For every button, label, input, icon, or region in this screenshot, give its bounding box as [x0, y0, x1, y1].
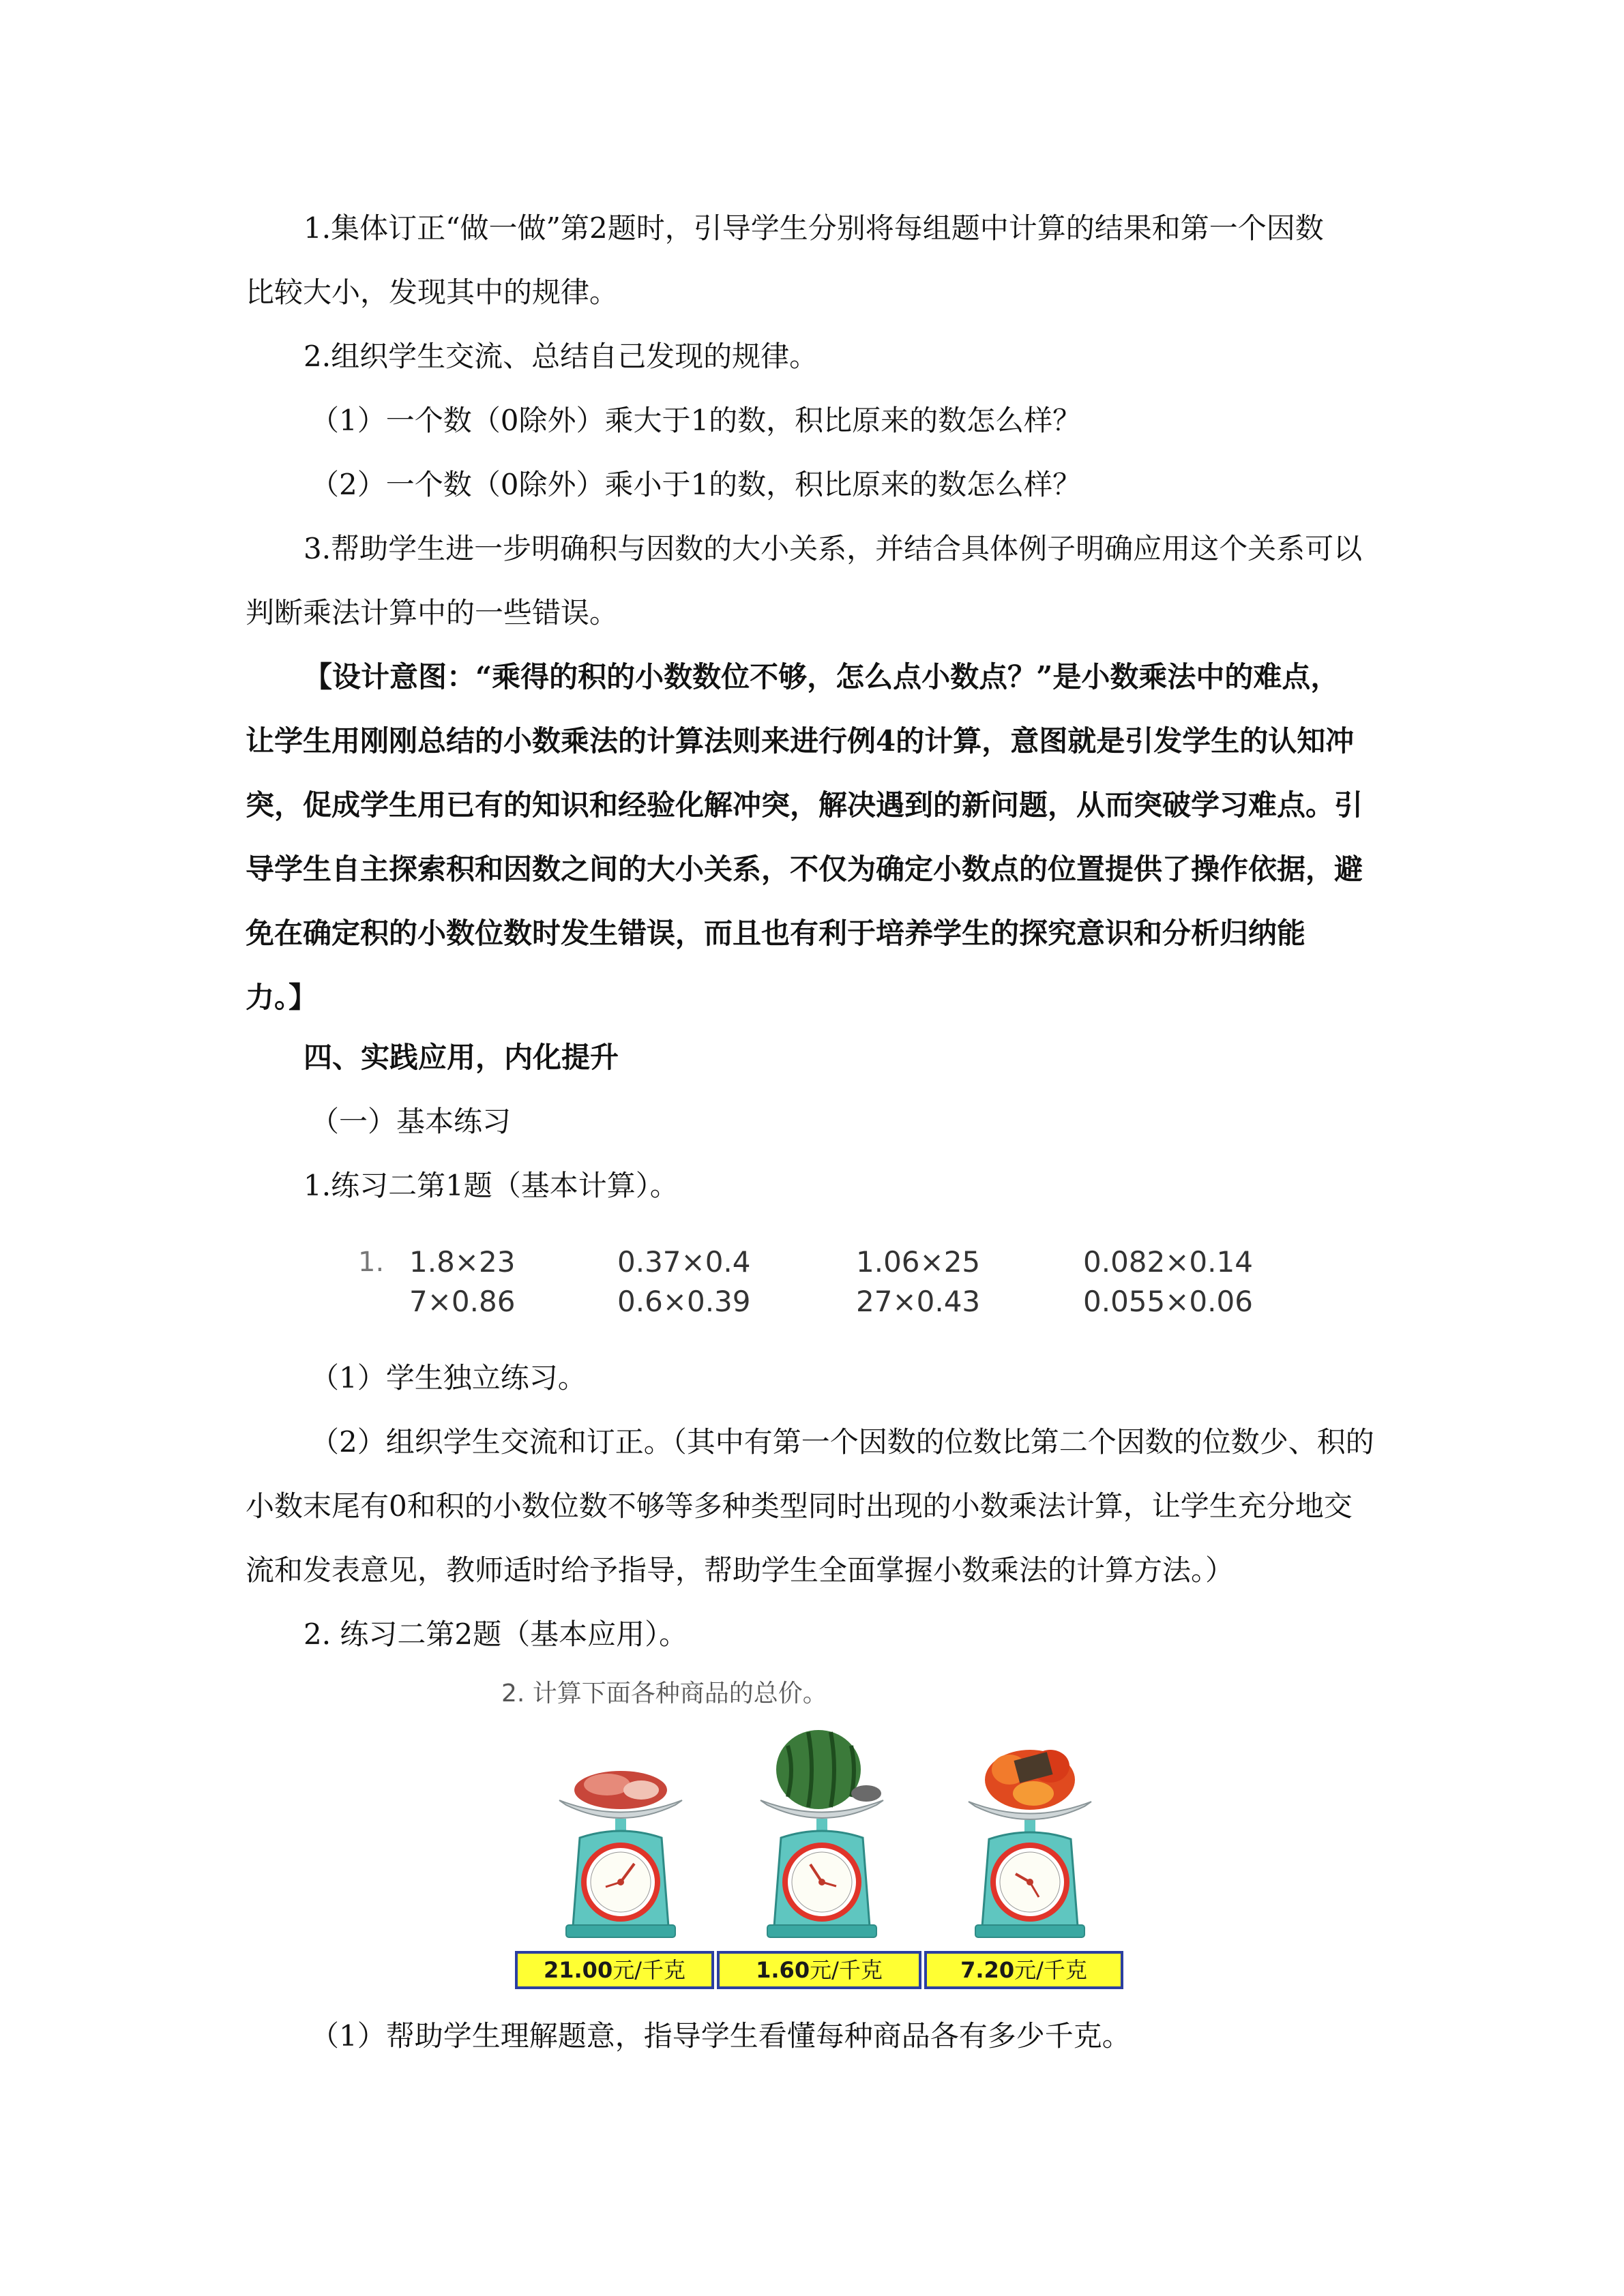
- exercise-2-title: 2. 练习二第2题（基本应用）。: [304, 1617, 688, 1651]
- exercise-cell: 7×0.86: [409, 1285, 516, 1318]
- exercise-number: 1.: [358, 1247, 385, 1278]
- price-label-watermelon: [717, 1951, 921, 1989]
- section-heading: 四、实践应用，内化提升: [304, 1041, 619, 1074]
- design-intent-line-6: 力。】: [246, 981, 318, 1014]
- price-value: 21.00: [543, 1957, 613, 1983]
- exercise-2-step-1: （1）帮助学生理解题意，指导学生看懂每种商品各有多少千克。: [310, 2019, 1131, 2053]
- scale-crab-image: [958, 1725, 1102, 1947]
- exercise-1-step-2-line-3: 流和发表意见，教师适时给予指导，帮助学生全面掌握小数乘法的计算方法。）: [246, 1553, 1235, 1587]
- figure-title: 2. 计算下面各种商品的总价。: [501, 1680, 827, 1708]
- exercise-cell: 1.06×25: [856, 1245, 981, 1279]
- exercise-cell: 1.8×23: [409, 1245, 516, 1279]
- paragraph-1-line-1: 1.集体订正“做一做”第2题时，引导学生分别将每组题中计算的结果和第一个因数: [304, 211, 1324, 245]
- exercise-cell: 27×0.43: [856, 1285, 981, 1318]
- subsection-basic-practice: （一）基本练习: [310, 1105, 512, 1138]
- price-unit: 元/千克: [1014, 1957, 1087, 1983]
- design-intent-line-5: 免在确定积的小数位数时发生错误，而且也有利于培养学生的探究意识和分析归纳能: [246, 916, 1306, 950]
- question-1: （1）一个数（0除外）乘大于1的数，积比原来的数怎么样？: [310, 404, 1082, 437]
- exercise-1-step-1: （1）学生独立练习。: [310, 1361, 587, 1395]
- exercise-cell: 0.055×0.06: [1083, 1285, 1253, 1318]
- design-intent-line-3: 突，促成学生用已有的知识和经验化解冲突，解决遇到的新问题，从而突破学习难点。引: [246, 788, 1363, 822]
- price-unit: 元/千克: [612, 1957, 685, 1983]
- scale-watermelon-image: [750, 1718, 894, 1947]
- paragraph-3-line-2: 判断乘法计算中的一些错误。: [246, 596, 619, 629]
- exercise-cell: 0.6×0.39: [617, 1285, 751, 1318]
- exercise-cell: 0.37×0.4: [617, 1245, 751, 1279]
- price-label-crab: [924, 1951, 1123, 1989]
- price-label-meat: [515, 1951, 714, 1989]
- exercise-1-step-2-line-2: 小数末尾有0和积的小数位数不够等多种类型同时出现的小数乘法计算，让学生充分地交: [246, 1489, 1353, 1523]
- design-intent-line-1: 【设计意图：“乘得的积的小数数位不够，怎么点小数点？”是小数乘法中的难点，: [304, 660, 1340, 694]
- design-intent-line-4: 导学生自主探索积和因数之间的大小关系，不仅为确定小数点的位置提供了操作依据，避: [246, 852, 1363, 886]
- exercise-cell: 0.082×0.14: [1083, 1245, 1253, 1279]
- exercise-1-step-2-line-1: （2）组织学生交流和订正。（其中有第一个因数的位数比第二个因数的位数少、积的: [310, 1425, 1374, 1459]
- paragraph-3-line-1: 3.帮助学生进一步明确积与因数的大小关系，并结合具体例子明确应用这个关系可以: [304, 532, 1363, 565]
- paragraph-1-line-2: 比较大小，发现其中的规律。: [246, 275, 619, 309]
- scale-meat-image: [552, 1742, 689, 1947]
- exercise-1-title: 1.练习二第1题（基本计算）。: [304, 1169, 679, 1202]
- price-unit: 元/千克: [810, 1957, 883, 1983]
- paragraph-2: 2.组织学生交流、总结自己发现的规律。: [304, 340, 818, 373]
- price-value: 7.20: [960, 1957, 1015, 1983]
- price-value: 1.60: [756, 1957, 810, 1983]
- design-intent-line-2: 让学生用刚刚总结的小数乘法的计算法则来进行例4的计算，意图就是引发学生的认知冲: [246, 724, 1355, 758]
- question-2: （2）一个数（0除外）乘小于1的数，积比原来的数怎么样？: [310, 468, 1082, 501]
